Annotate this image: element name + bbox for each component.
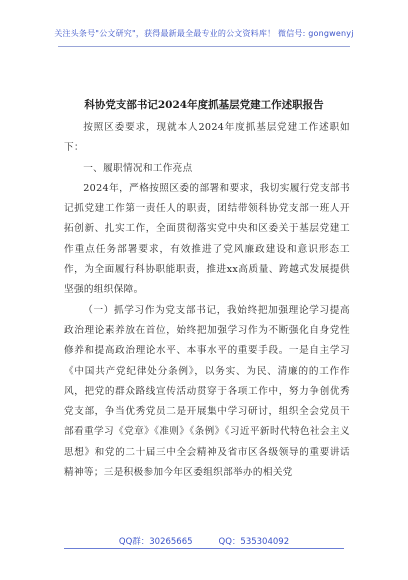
section-heading: 一、履职情况和工作亮点 — [83, 162, 193, 174]
document-body — [64, 118, 350, 483]
footer-contact — [60, 535, 348, 549]
body-paragraph: 2024年，严格按照区委的部署和要求，我切实履行党支部书记抓党建工作第一责任人的职责，团结带领科协党支部一班人开拓创新、扎实工作，全面贯彻落实党中央和区委关于基层党建工作重点任务部署要求，有效推进了党风廉政建设和意识形态工作，为全面履行科协职能职责，推进xx高质量、跨越式发展提供坚强的组织保障。 — [64, 182, 350, 296]
footer-qq-number: QQ：535304092 — [218, 537, 290, 547]
footer-divider — [64, 548, 344, 549]
header-promo-banner: 关注头条号"公文研究"，获得最新最全最专业的公文资料库！ 微信号: gongwenyj — [54, 29, 354, 38]
document-title: 科协党支部书记2024年度抓基层党建工作述职报告 — [84, 99, 324, 111]
intro-paragraph: 按照区委要求，现就本人2024年度抓基层党建工作述职如下： — [64, 122, 350, 154]
footer-qq-group: QQ群：30265665 — [118, 537, 193, 547]
header-divider — [58, 46, 350, 47]
body-paragraph: （一）抓学习作为党支部书记，我始终把加强理论学习提高政治理论素养放在首位，始终把加强学习作为不断强化自身党性修养和提高政治理论水平、本事水平的重要手段。一是自主学习《中国共产党纪律处分条例》，以务实、为民、清廉的的工作作风，把党的群众路线宣传活动贯穿于各项工作中，努力争创优秀党支部，争当优秀党员二是开展集中学习研讨，组织全会党员干部看重学习《党章》《准则》《条例》《习近平新时代特色社会主义思想》和党的二十届三中全会精神及省市区各级领导的重要讲话精神等；三是积极参加今年区委组织部举办的相关党 — [64, 304, 350, 479]
